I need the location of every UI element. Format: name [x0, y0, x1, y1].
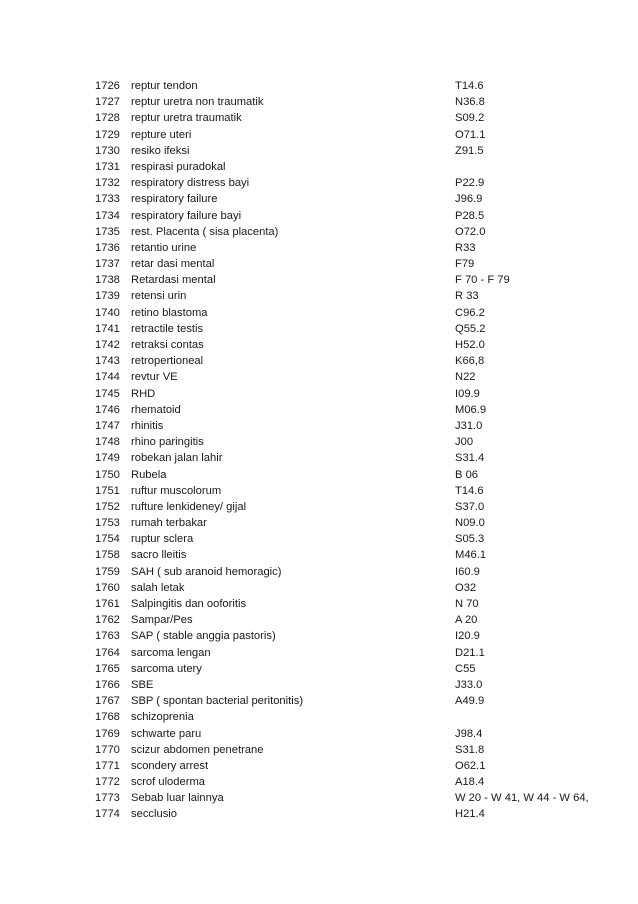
- table-row: [0, 742, 638, 758]
- diagnosis-name: schizoprenia: [131, 711, 194, 724]
- table-row: [0, 386, 638, 402]
- table-row: [0, 547, 638, 563]
- icd-code: J31.0: [455, 419, 483, 432]
- row-number: 1731: [95, 160, 120, 173]
- icd-code: S31.8: [455, 743, 485, 756]
- icd-code: F 70 - F 79: [455, 274, 510, 287]
- diagnosis-name: repture uteri: [131, 128, 192, 141]
- icd-code: A 20: [455, 614, 478, 627]
- diagnosis-name: retropertioneal: [131, 355, 204, 368]
- diagnosis-name: SAH ( sub aranoid hemoragic): [131, 565, 282, 578]
- diagnosis-name: rhematoid: [131, 403, 181, 416]
- icd-code: P28.5: [455, 209, 485, 222]
- table-row: [0, 467, 638, 483]
- table-row: [0, 127, 638, 143]
- row-number: 1732: [95, 177, 120, 190]
- row-number: 1745: [95, 387, 120, 400]
- row-number: 1735: [95, 225, 120, 238]
- diagnosis-name: sacro lleitis: [131, 549, 187, 562]
- row-number: 1741: [95, 322, 120, 335]
- row-number: 1738: [95, 274, 120, 287]
- table-row: [0, 693, 638, 709]
- table-row: [0, 288, 638, 304]
- row-number: 1730: [95, 144, 120, 157]
- diagnosis-name: revtur VE: [131, 371, 178, 384]
- table-row: [0, 418, 638, 434]
- icd-code: N22: [455, 371, 476, 384]
- icd-code: H21.4: [455, 808, 485, 821]
- diagnosis-name: Rubela: [131, 468, 167, 481]
- row-number: 1761: [95, 598, 120, 610]
- icd-code: A49.9: [455, 695, 485, 708]
- icd-code: N 70: [455, 598, 479, 610]
- diagnosis-name: scizur abdomen penetrane: [131, 743, 264, 756]
- diagnosis-name: respirasi puradokal: [131, 160, 226, 173]
- row-number: 1751: [95, 484, 120, 497]
- row-number: 1739: [95, 290, 120, 303]
- icd-code: J33.0: [455, 678, 483, 691]
- icd-code: K66,8: [455, 355, 485, 368]
- row-number: 1765: [95, 662, 120, 675]
- diagnosis-name: SBE: [131, 678, 154, 691]
- icd-code: Z91.5: [455, 144, 484, 157]
- row-number: 1744: [95, 371, 120, 384]
- row-number: 1768: [95, 711, 120, 724]
- row-number: 1729: [95, 128, 120, 141]
- table-row: [0, 499, 638, 515]
- diagnosis-name: SAP ( stable anggia pastoris): [131, 630, 276, 643]
- table-row: [0, 143, 638, 159]
- diagnosis-name: rufture lenkideney/ gijal: [131, 500, 247, 513]
- table-row: [0, 78, 638, 94]
- icd-code: I60.9: [455, 565, 480, 578]
- table-row: [0, 353, 638, 369]
- diagnosis-name: rest. Placenta ( sisa placenta): [131, 225, 279, 238]
- row-number: 1764: [95, 646, 120, 659]
- table-row: [0, 305, 638, 321]
- table-row: [0, 661, 638, 677]
- row-number: 1769: [95, 727, 120, 740]
- icd-code: R33: [455, 241, 476, 254]
- diagnosis-name: scondery arrest: [131, 759, 209, 772]
- icd-code: I09.9: [455, 387, 480, 400]
- diagnosis-name: respiratory failure bayi: [131, 209, 242, 222]
- table-row: [0, 515, 638, 531]
- icd-code: N09.0: [455, 517, 485, 530]
- diagnosis-name: Salpingitis dan ooforitis: [131, 598, 247, 610]
- icd-code: S31.4: [455, 452, 485, 465]
- table-row: [0, 645, 638, 661]
- row-number: 1728: [95, 112, 120, 125]
- row-number: 1740: [95, 306, 120, 319]
- icd-code: T14.6: [455, 80, 484, 92]
- diagnosis-name: salah letak: [131, 581, 185, 594]
- diagnosis-name: retar dasi mental: [131, 258, 215, 271]
- table-row: [0, 272, 638, 288]
- diagnosis-name: secclusio: [131, 808, 178, 821]
- diagnosis-name: retractile testis: [131, 322, 204, 335]
- table-row: [0, 337, 638, 353]
- table-row: [0, 191, 638, 207]
- diagnosis-name: retensi urin: [131, 290, 187, 303]
- icd-code: S09.2: [455, 112, 485, 125]
- table-row: [0, 596, 638, 612]
- icd-code: J96.9: [455, 193, 483, 206]
- table-row: [0, 677, 638, 693]
- table-row: [0, 726, 638, 742]
- row-number: 1749: [95, 452, 120, 465]
- icd-code: B 06: [455, 468, 479, 481]
- row-number: 1774: [95, 808, 120, 821]
- icd-code: F79: [455, 258, 475, 271]
- icd-code: H52.0: [455, 339, 485, 351]
- row-number: 1742: [95, 339, 120, 351]
- icd-code: W 20 - W 41, W 44 - W 64,: [455, 792, 589, 805]
- icd-code: O72.0: [455, 225, 486, 238]
- diagnosis-name: respiratory distress bayi: [131, 177, 250, 190]
- icd-code: I20.9: [455, 630, 480, 643]
- row-number: 1727: [95, 96, 120, 109]
- diagnosis-name: sarcoma lengan: [131, 646, 211, 659]
- diagnosis-name: robekan jalan lahir: [131, 452, 223, 465]
- row-number: 1734: [95, 209, 120, 222]
- table-row: [0, 806, 638, 822]
- row-number: 1743: [95, 355, 120, 368]
- diagnosis-name: ruftur muscolorum: [131, 484, 222, 497]
- diagnosis-name: scrof uloderma: [131, 776, 205, 789]
- icd-code: J98.4: [455, 727, 483, 740]
- table-row: [0, 709, 638, 725]
- diagnosis-name: Sebab luar lainnya: [131, 792, 224, 805]
- row-number: 1746: [95, 403, 120, 416]
- diagnosis-name: RHD: [131, 387, 156, 400]
- icd-code: M46.1: [455, 549, 487, 562]
- icd-code: P22.9: [455, 177, 485, 190]
- diagnosis-name: resiko ifeksi: [131, 144, 190, 157]
- table-row: [0, 483, 638, 499]
- icd-code: S05.3: [455, 533, 485, 546]
- table-row: [0, 110, 638, 126]
- icd-code: Q55.2: [455, 322, 486, 335]
- table-row: [0, 774, 638, 790]
- table-row: [0, 256, 638, 272]
- row-number: 1767: [95, 695, 120, 708]
- icd-code: T14.6: [455, 484, 484, 497]
- icd-code: C96.2: [455, 306, 485, 319]
- table-row: [0, 531, 638, 547]
- icd-code: C55: [455, 662, 476, 675]
- diagnosis-name: Retardasi mental: [131, 274, 216, 287]
- row-number: 1753: [95, 517, 120, 530]
- table-row: [0, 175, 638, 191]
- diagnosis-name: reptur uretra non traumatik: [131, 96, 264, 109]
- row-number: 1758: [95, 549, 120, 562]
- table-row: [0, 240, 638, 256]
- row-number: 1752: [95, 500, 120, 513]
- row-number: 1736: [95, 241, 120, 254]
- diagnosis-name: reptur tendon: [131, 80, 198, 92]
- row-number: 1766: [95, 678, 120, 691]
- diagnosis-code-list: [0, 78, 638, 823]
- table-row: [0, 402, 638, 418]
- table-row: [0, 208, 638, 224]
- diagnosis-name: reptur uretra traumatik: [131, 112, 242, 125]
- row-number: 1747: [95, 419, 120, 432]
- icd-code: J00: [455, 436, 474, 449]
- row-number: 1733: [95, 193, 120, 206]
- diagnosis-name: retraksi contas: [131, 339, 204, 351]
- icd-code: D21.1: [455, 646, 485, 659]
- icd-code: O62.1: [455, 759, 486, 772]
- row-number: 1748: [95, 436, 120, 449]
- diagnosis-name: retino blastoma: [131, 306, 208, 319]
- icd-code: O71.1: [455, 128, 486, 141]
- table-row: [0, 758, 638, 774]
- diagnosis-name: schwarte paru: [131, 727, 202, 740]
- table-row: [0, 369, 638, 385]
- row-number: 1726: [95, 80, 120, 92]
- table-row: [0, 564, 638, 580]
- row-number: 1750: [95, 468, 120, 481]
- diagnosis-name: retantio urine: [131, 241, 197, 254]
- table-row: [0, 434, 638, 450]
- row-number: 1737: [95, 258, 120, 271]
- icd-code: O32: [455, 581, 477, 594]
- row-number: 1770: [95, 743, 120, 756]
- table-row: [0, 159, 638, 175]
- icd-code: N36.8: [455, 96, 485, 109]
- table-row: [0, 321, 638, 337]
- diagnosis-name: rumah terbakar: [131, 517, 207, 530]
- row-number: 1754: [95, 533, 120, 546]
- icd-code: M06.9: [455, 403, 487, 416]
- table-row: [0, 580, 638, 596]
- table-row: [0, 94, 638, 110]
- row-number: 1759: [95, 565, 120, 578]
- diagnosis-name: ruptur sclera: [131, 533, 194, 546]
- table-row: [0, 612, 638, 628]
- row-number: 1760: [95, 581, 120, 594]
- icd-code: S37.0: [455, 500, 485, 513]
- icd-code: R 33: [455, 290, 479, 303]
- icd-code: A18.4: [455, 776, 485, 789]
- table-row: [0, 450, 638, 466]
- diagnosis-name: rhinitis: [131, 419, 164, 432]
- table-row: [0, 790, 638, 806]
- row-number: 1763: [95, 630, 120, 643]
- diagnosis-name: rhino paringitis: [131, 436, 204, 449]
- diagnosis-name: Sampar/Pes: [131, 614, 193, 627]
- diagnosis-name: respiratory failure: [131, 193, 218, 206]
- row-number: 1772: [95, 776, 120, 789]
- table-row: [0, 628, 638, 644]
- row-number: 1773: [95, 792, 120, 805]
- diagnosis-name: SBP ( spontan bacterial peritonitis): [131, 695, 304, 708]
- row-number: 1762: [95, 614, 120, 627]
- diagnosis-name: sarcoma utery: [131, 662, 202, 675]
- row-number: 1771: [95, 759, 120, 772]
- table-row: [0, 224, 638, 240]
